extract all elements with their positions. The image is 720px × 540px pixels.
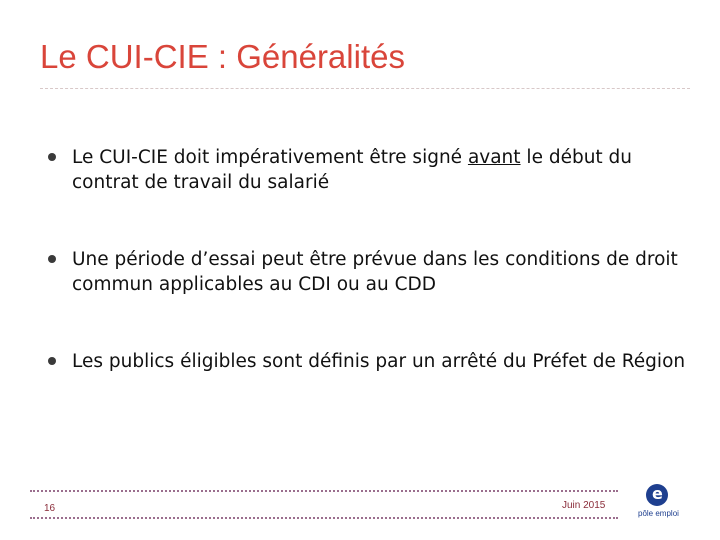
bullet-dot-icon [48,255,56,263]
bullet-dot-icon [48,153,56,161]
bullet-text-underlined: avant [467,147,521,168]
bullet-text-part: le début du contrat de travail du salarié [72,147,633,193]
bullet-item [48,248,688,298]
footer-divider-top [30,490,618,492]
slide-title: Le CUI-CIE : Généralités [40,38,405,75]
bullet-text: Les publics éligibles sont définis par un arrêté du Préfet de Région [72,350,686,372]
footer-date: Juin 2015 [562,500,606,511]
bullet-text-part: Le CUI-CIE doit impérativement être signé [72,147,468,168]
title-divider [40,88,690,89]
logo-letter: e [652,484,663,503]
footer-divider-bottom [30,517,618,519]
bullet-item [48,350,688,375]
pole-emploi-logo [636,482,682,522]
bullet-text: Une période d’essai peut être prévue dans les conditions de droit commun applicables au CDI ou au CDD [72,248,678,295]
page-number: 16 [44,503,56,514]
bullet-text [72,146,688,196]
bullet-dot-icon [48,357,56,365]
bullet-list [48,146,688,427]
logo-text: pôle emploi [638,509,679,518]
bullet-item [48,146,688,196]
